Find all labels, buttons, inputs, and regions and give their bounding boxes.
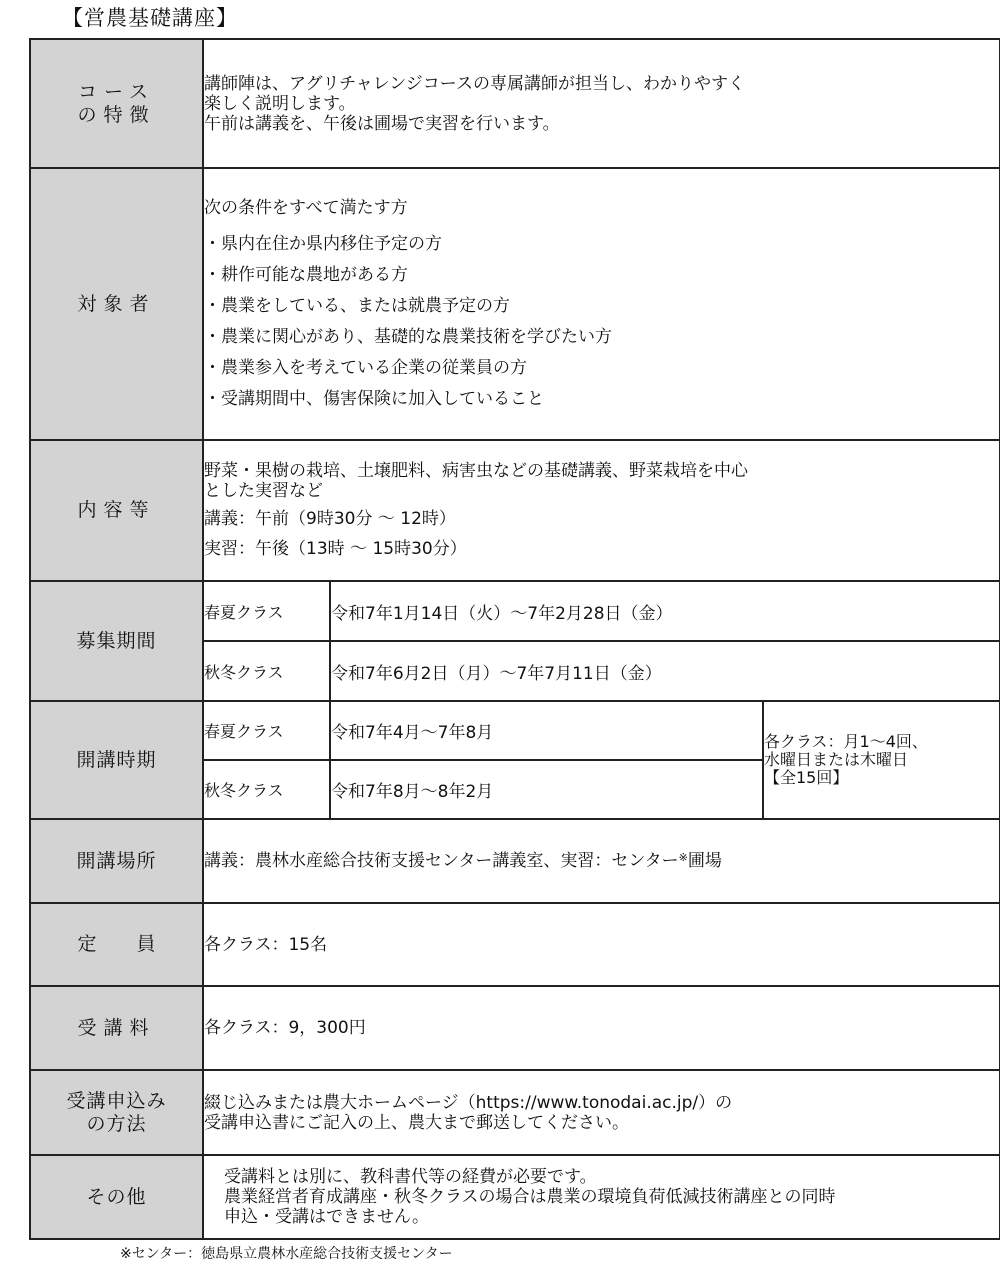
target-item: ・受講期間中、傷害保険に加入していること — [204, 389, 544, 409]
label-recruit: 募集期間 — [30, 581, 203, 701]
recruit-spring-dates: 令和7年1月14日（火）～7年2月28日（金） — [330, 581, 1000, 641]
content-details — [203, 440, 1000, 581]
features-content — [203, 39, 1000, 168]
row-apply — [30, 1070, 1000, 1155]
page-title: 【営農基礎講座】 — [62, 6, 238, 30]
period-note-line: 【全15回】 — [764, 768, 849, 787]
row-capacity — [30, 903, 1000, 986]
course-info-table — [29, 38, 1000, 1240]
label-apply — [30, 1070, 203, 1155]
features-line: 講師陣は、アグリチャレンジコースの専属講師が担当し、わかりやすく — [204, 73, 745, 94]
period-note-line: 水曜日または木曜日 — [764, 750, 909, 769]
target-content — [203, 168, 1000, 440]
label-target: 対象者 — [30, 168, 203, 440]
target-item: ・耕作可能な農地がある方 — [204, 265, 408, 285]
capacity-value: 各クラス：15名 — [203, 903, 1000, 986]
venue-text: 講義：農林水産総合技術支援センター講義室、実習：センター — [204, 851, 679, 871]
apply-line: 綴じ込みまたは農大ホームページ（https://www.tonodai.ac.jp/）の — [204, 1092, 733, 1113]
row-target — [30, 168, 1000, 440]
target-item: ・農業に関心があり、基礎的な農業技術を学びたい方 — [204, 327, 612, 347]
other-content — [203, 1155, 1000, 1239]
other-line: 受講料とは別に、教科書代等の経費が必要です。 — [224, 1167, 597, 1187]
apply-line: 受講申込書にご記入の上、農大まで郵送してください。 — [204, 1112, 629, 1133]
period-autumn-label: 秋冬クラス — [203, 760, 330, 819]
period-note — [763, 701, 1000, 819]
label-apply-line1: 受講申込み — [66, 1089, 167, 1112]
label-content: 内容等 — [30, 440, 203, 581]
label-capacity: 定員 — [30, 903, 203, 986]
target-item: ・農業参入を考えている企業の従業員の方 — [204, 358, 527, 378]
recruit-autumn-label: 秋冬クラス — [203, 641, 330, 701]
label-apply-line2: の方法 — [86, 1112, 147, 1135]
recruit-autumn-dates: 令和7年6月2日（月）～7年7月11日（金） — [330, 641, 1000, 701]
label-features-line1: コース — [77, 80, 156, 103]
footnote-mark: ※ — [678, 851, 688, 864]
venue-text-end: 圃場 — [687, 851, 722, 871]
label-features-line2: の特徴 — [77, 103, 156, 126]
other-line: 農業経営者育成講座・秋冬クラスの場合は農業の環境負荷低減技術講座との同時 — [224, 1187, 836, 1207]
content-line: とした実習など — [204, 480, 323, 501]
row-recruit-spring — [30, 581, 1000, 641]
target-item: ・農業をしている、または就農予定の方 — [204, 296, 510, 316]
period-autumn-dates: 令和7年8月～8年2月 — [330, 760, 763, 819]
features-line: 午前は講義を、午後は圃場で実習を行います。 — [204, 113, 560, 134]
other-line: 申込・受講はできません。 — [224, 1207, 430, 1227]
venue-content — [203, 819, 1000, 903]
target-lead: 次の条件をすべて満たす方 — [204, 198, 408, 218]
row-venue — [30, 819, 1000, 903]
label-fee: 受講料 — [30, 986, 203, 1070]
row-other — [30, 1155, 1000, 1239]
practice-time: 実習：午後（13時 ～ 15時30分） — [204, 538, 467, 559]
lecture-time: 講義：午前（9時30分 ～ 12時） — [204, 508, 456, 529]
target-item: ・県内在住か県内移住予定の方 — [204, 234, 442, 254]
footnote: ※センター：徳島県立農林水産総合技術支援センター — [120, 1246, 453, 1262]
apply-content — [203, 1070, 1000, 1155]
content-line: 野菜・果樹の栽培、土壌肥料、病害虫などの基礎講義、野菜栽培を中心 — [204, 460, 748, 481]
label-features — [30, 39, 203, 168]
period-spring-label: 春夏クラス — [203, 701, 330, 760]
recruit-spring-label: 春夏クラス — [203, 581, 330, 641]
row-content — [30, 440, 1000, 581]
label-other: その他 — [30, 1155, 203, 1239]
label-period: 開講時期 — [30, 701, 203, 819]
fee-value: 各クラス：9，300円 — [203, 986, 1000, 1070]
features-line: 楽しく説明します。 — [204, 93, 356, 114]
row-features — [30, 39, 1000, 168]
period-note-line: 各クラス：月1～4回、 — [764, 732, 928, 751]
row-period-spring — [30, 701, 1000, 760]
label-venue: 開講場所 — [30, 819, 203, 903]
row-fee — [30, 986, 1000, 1070]
period-spring-dates: 令和7年4月～7年8月 — [330, 701, 763, 760]
